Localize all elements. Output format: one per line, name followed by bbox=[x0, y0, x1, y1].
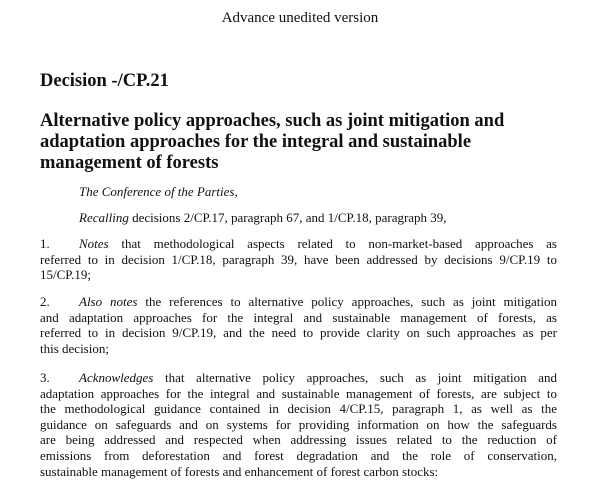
decision-title-line: management of forests bbox=[40, 153, 219, 173]
paragraph-3 bbox=[40, 370, 557, 479]
paragraph-line: referred to in decision 9/CP.19, and the need to provide clarity on such approaches as per bbox=[40, 325, 557, 341]
paragraph-1 bbox=[40, 236, 557, 283]
decision-title-line: Alternative policy approaches, such as joint mitigation and bbox=[40, 111, 505, 131]
paragraph-number: 2. bbox=[40, 294, 50, 309]
paragraph-line: adaptation approaches for the integral and sustainable management of forests, are subject to bbox=[40, 385, 557, 401]
decision-number: Decision -/CP.21 bbox=[40, 71, 169, 91]
paragraph-2 bbox=[40, 294, 557, 356]
paragraph-text: that methodological aspects related to non-market-based approaches as bbox=[108, 236, 557, 251]
version-note: Advance unedited version bbox=[221, 10, 379, 26]
paragraph-line bbox=[40, 236, 557, 252]
paragraph-line: emissions from deforestation and forest degradation and the role of conservation, bbox=[40, 447, 557, 463]
paragraph-line: referred to in decision 1/CP.18, paragraph 39, have been addressed by decisions 9/CP.19 to bbox=[40, 251, 557, 267]
paragraph-text: the references to alternative policy approaches, such as joint mitigation bbox=[137, 294, 557, 309]
preamble-recalling-text: decisions 2/CP.17, paragraph 67, and 1/CP.18, paragraph 39, bbox=[128, 210, 447, 225]
paragraph-line bbox=[40, 294, 557, 310]
paragraph-line: sustainable management of forests and enhancement of forest carbon stocks: bbox=[40, 463, 439, 479]
paragraph-line: this decision; bbox=[40, 340, 109, 356]
paragraph-line: guidance on safeguards and on systems for providing information on how the safeguards bbox=[40, 416, 557, 432]
paragraph-line: and adaptation approaches for the integral and sustainable management of forests, as bbox=[40, 309, 557, 325]
paragraph-number: 1. bbox=[40, 236, 50, 251]
decision-title bbox=[40, 111, 560, 174]
paragraph-number: 3. bbox=[40, 370, 50, 385]
paragraph-line bbox=[40, 370, 557, 386]
paragraph-text: that alternative policy approaches, such as joint mitigation and bbox=[153, 370, 557, 385]
paragraph-verb: Also notes bbox=[79, 294, 138, 309]
preamble-recalling bbox=[79, 210, 447, 226]
paragraph-line: are being addressed and respected when addressing issues related to the reduction of bbox=[40, 432, 557, 448]
paragraph-verb: Acknowledges bbox=[79, 370, 154, 385]
preamble-actor bbox=[79, 184, 238, 200]
decision-title-line: adaptation approaches for the integral and sustainable bbox=[40, 132, 472, 152]
paragraph-line: 15/CP.19; bbox=[40, 267, 91, 283]
preamble-actor-text: The Conference of the Parties, bbox=[79, 184, 238, 199]
paragraph-verb: Notes bbox=[79, 236, 109, 251]
paragraph-line: the methodological guidance contained in decision 4/CP.15, paragraph 1, as well as the bbox=[40, 401, 557, 417]
preamble-recalling-verb: Recalling bbox=[79, 210, 129, 225]
